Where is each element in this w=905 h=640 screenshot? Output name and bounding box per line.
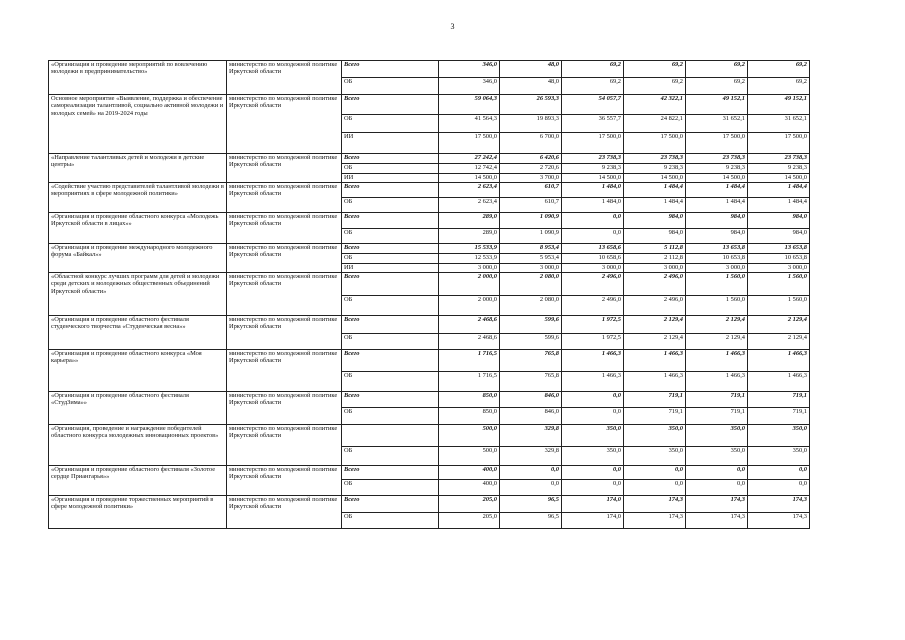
amount-cell: 2 129,4 — [686, 334, 748, 350]
amount-cell: 24 822,1 — [624, 115, 686, 133]
amount-cell: 2 129,4 — [748, 316, 810, 334]
amount-cell: 0,0 — [748, 480, 810, 496]
amount-cell: 984,0 — [686, 213, 748, 229]
amount-cell: 14 500,0 — [562, 174, 624, 183]
amount-cell: 9 238,3 — [624, 164, 686, 174]
amount-cell: 984,0 — [748, 213, 810, 229]
amount-cell: 350,0 — [686, 425, 748, 447]
amount-cell: 174,0 — [562, 496, 624, 513]
amount-cell: 1 560,0 — [686, 296, 748, 316]
amount-cell: 1 560,0 — [748, 273, 810, 296]
funding-source-cell: Всего — [342, 316, 439, 334]
amount-cell: 719,1 — [624, 392, 686, 408]
amount-cell: 3 700,0 — [500, 174, 562, 183]
amount-cell: 1 466,3 — [686, 350, 748, 372]
amount-cell: 1 484,4 — [624, 198, 686, 213]
amount-cell: 69,2 — [624, 61, 686, 78]
funding-source-cell: ОБ — [342, 447, 439, 466]
funding-source-cell: ОБ — [342, 296, 439, 316]
amount-cell: 3 000,0 — [686, 264, 748, 273]
event-name-cell: «Организация и проведение областного фестиваля студенческого творчества «Студенческая весна»» — [49, 316, 227, 350]
event-name-cell: «Организация и проведение областного конкурса «Моя карьера»» — [49, 350, 227, 392]
amount-cell: 0,0 — [686, 466, 748, 480]
amount-cell: 10 653,8 — [686, 254, 748, 264]
budget-table — [48, 60, 810, 529]
amount-cell: 1 560,0 — [686, 273, 748, 296]
amount-cell: 610,7 — [500, 183, 562, 198]
amount-cell: 984,0 — [624, 213, 686, 229]
amount-cell: 2 496,0 — [562, 273, 624, 296]
responsible-org-cell: министерство по молодежной политике Иркутской области — [227, 350, 342, 392]
amount-cell: 12 533,9 — [439, 254, 500, 264]
table-row — [49, 350, 810, 372]
responsible-org-cell: министерство по молодежной политике Иркутской области — [227, 183, 342, 213]
amount-cell: 329,8 — [500, 447, 562, 466]
table-row — [49, 496, 810, 513]
funding-source-cell: ОБ — [342, 78, 439, 95]
amount-cell: 27 242,4 — [439, 154, 500, 164]
amount-cell: 13 658,6 — [562, 244, 624, 254]
amount-cell: 0,0 — [562, 408, 624, 425]
funding-source-cell: Всего — [342, 61, 439, 78]
amount-cell: 42 322,1 — [624, 95, 686, 115]
responsible-org-cell: министерство по молодежной политике Иркутской области — [227, 466, 342, 496]
amount-cell: 17 500,0 — [439, 133, 500, 154]
amount-cell: 0,0 — [686, 480, 748, 496]
amount-cell: 17 500,0 — [624, 133, 686, 154]
amount-cell: 14 500,0 — [624, 174, 686, 183]
amount-cell: 846,0 — [500, 392, 562, 408]
funding-source-cell: Всего — [342, 213, 439, 229]
funding-source-cell: ИИ — [342, 133, 439, 154]
amount-cell: 3 000,0 — [624, 264, 686, 273]
page-number: 3 — [450, 22, 455, 31]
amount-cell: 2 468,6 — [439, 334, 500, 350]
amount-cell: 719,1 — [686, 392, 748, 408]
funding-source-cell: Всего — [342, 273, 439, 296]
amount-cell: 846,0 — [500, 408, 562, 425]
amount-cell: 599,6 — [500, 334, 562, 350]
amount-cell: 174,3 — [624, 513, 686, 529]
amount-cell: 350,0 — [562, 425, 624, 447]
amount-cell: 0,0 — [562, 229, 624, 244]
amount-cell: 2 000,0 — [439, 296, 500, 316]
amount-cell: 500,0 — [439, 425, 500, 447]
amount-cell: 0,0 — [500, 480, 562, 496]
amount-cell: 96,5 — [500, 513, 562, 529]
funding-source-cell: Всего — [342, 244, 439, 254]
table-row — [49, 392, 810, 408]
event-name-cell: «Областной конкурс лучших программ для детей и молодежи среди детских и молодежных общественных объединений Иркутской области» — [49, 273, 227, 316]
event-name-cell: «Организация и проведение областного фестиваля «Золотое сердце Приангарья»» — [49, 466, 227, 496]
funding-source-cell: Всего — [342, 350, 439, 372]
event-name-cell: «Организация и проведение областного фестиваля «СтудЗима»» — [49, 392, 227, 425]
amount-cell: 174,3 — [748, 513, 810, 529]
funding-source-cell: ОБ — [342, 198, 439, 213]
amount-cell: 2 129,4 — [748, 334, 810, 350]
amount-cell: 400,0 — [439, 466, 500, 480]
amount-cell: 17 500,0 — [748, 133, 810, 154]
amount-cell: 13 653,8 — [748, 244, 810, 254]
responsible-org-cell: министерство по молодежной политике Иркутской области — [227, 316, 342, 350]
amount-cell: 2 496,0 — [624, 273, 686, 296]
amount-cell: 14 500,0 — [439, 174, 500, 183]
amount-cell: 6 420,6 — [500, 154, 562, 164]
event-name-cell: Основное мероприятие «Выявление, поддержка и обеспечение самореализации талантливой, социально активной молодежи и молодых семей» на 2019-2024 годы — [49, 95, 227, 154]
amount-cell: 2 468,6 — [439, 316, 500, 334]
amount-cell: 49 152,1 — [686, 95, 748, 115]
funding-source-cell: ОБ — [342, 115, 439, 133]
amount-cell: 9 238,3 — [686, 164, 748, 174]
amount-cell: 850,0 — [439, 408, 500, 425]
amount-cell: 765,8 — [500, 350, 562, 372]
amount-cell: 0,0 — [562, 466, 624, 480]
table-row — [49, 183, 810, 198]
amount-cell: 31 652,1 — [686, 115, 748, 133]
event-name-cell: «Организация и проведение мероприятий по вовлечению молодежи в предпринимательство» — [49, 61, 227, 95]
funding-source-cell: ИИ — [342, 174, 439, 183]
amount-cell: 2 000,0 — [439, 273, 500, 296]
funding-source-cell: ОБ — [342, 254, 439, 264]
amount-cell: 3 000,0 — [439, 264, 500, 273]
amount-cell: 2 623,4 — [439, 198, 500, 213]
amount-cell: 19 893,3 — [500, 115, 562, 133]
amount-cell: 1 560,0 — [748, 296, 810, 316]
amount-cell: 1 466,3 — [624, 372, 686, 392]
funding-source-cell: ОБ — [342, 480, 439, 496]
amount-cell: 14 500,0 — [686, 174, 748, 183]
responsible-org-cell: министерство по молодежной политике Иркутской области — [227, 425, 342, 466]
responsible-org-cell: министерство по молодежной политике Иркутской области — [227, 244, 342, 273]
table-row — [49, 466, 810, 480]
event-name-cell: «Направление талантливых детей и молодежи в детские центры» — [49, 154, 227, 183]
amount-cell: 17 500,0 — [686, 133, 748, 154]
funding-source-cell: Всего — [342, 392, 439, 408]
amount-cell: 23 738,3 — [624, 154, 686, 164]
amount-cell: 26 593,3 — [500, 95, 562, 115]
amount-cell: 984,0 — [624, 229, 686, 244]
event-name-cell: «Организация, проведение и награждение победителей областного конкурса молодежных инновационных проектов» — [49, 425, 227, 466]
responsible-org-cell: министерство по молодежной политике Иркутской области — [227, 213, 342, 244]
amount-cell: 719,1 — [748, 392, 810, 408]
amount-cell: 41 564,3 — [439, 115, 500, 133]
budget-table-body — [49, 61, 810, 529]
amount-cell: 1 484,4 — [686, 198, 748, 213]
amount-cell: 174,3 — [686, 513, 748, 529]
amount-cell: 984,0 — [686, 229, 748, 244]
amount-cell: 1 716,5 — [439, 350, 500, 372]
amount-cell: 984,0 — [748, 229, 810, 244]
amount-cell: 599,6 — [500, 316, 562, 334]
amount-cell: 1 466,3 — [562, 372, 624, 392]
funding-source-cell: ИИ — [342, 264, 439, 273]
amount-cell: 0,0 — [562, 480, 624, 496]
amount-cell: 48,0 — [500, 61, 562, 78]
table-row — [49, 316, 810, 334]
amount-cell: 3 000,0 — [500, 264, 562, 273]
amount-cell: 69,2 — [562, 61, 624, 78]
amount-cell: 69,2 — [686, 78, 748, 95]
amount-cell: 346,0 — [439, 78, 500, 95]
responsible-org-cell: министерство по молодежной политике Иркутской области — [227, 496, 342, 529]
amount-cell: 17 500,0 — [562, 133, 624, 154]
amount-cell: 174,3 — [686, 496, 748, 513]
amount-cell: 2 623,4 — [439, 183, 500, 198]
amount-cell: 1 484,0 — [562, 198, 624, 213]
responsible-org-cell: министерство по молодежной политике Иркутской области — [227, 61, 342, 95]
funding-source-cell — [342, 425, 439, 447]
amount-cell: 350,0 — [748, 447, 810, 466]
event-name-cell: «Организация и проведение областного конкурса «Молодежь Иркутской области в лицах»» — [49, 213, 227, 244]
amount-cell: 1 466,3 — [748, 372, 810, 392]
amount-cell: 0,0 — [500, 466, 562, 480]
amount-cell: 12 742,4 — [439, 164, 500, 174]
amount-cell: 346,0 — [439, 61, 500, 78]
amount-cell: 329,8 — [500, 425, 562, 447]
amount-cell: 6 700,0 — [500, 133, 562, 154]
amount-cell: 174,3 — [748, 496, 810, 513]
funding-source-cell: Всего — [342, 496, 439, 513]
amount-cell: 54 057,7 — [562, 95, 624, 115]
amount-cell: 205,0 — [439, 496, 500, 513]
amount-cell: 0,0 — [624, 480, 686, 496]
amount-cell: 23 738,3 — [562, 154, 624, 164]
table-row — [49, 154, 810, 164]
funding-source-cell: Всего — [342, 154, 439, 164]
amount-cell: 350,0 — [562, 447, 624, 466]
amount-cell: 23 738,3 — [748, 154, 810, 164]
amount-cell: 2 080,0 — [500, 273, 562, 296]
amount-cell: 69,2 — [562, 78, 624, 95]
table-row — [49, 95, 810, 115]
amount-cell: 2 496,0 — [624, 296, 686, 316]
amount-cell: 10 653,8 — [748, 254, 810, 264]
amount-cell: 850,0 — [439, 392, 500, 408]
amount-cell: 500,0 — [439, 447, 500, 466]
amount-cell: 1 466,3 — [624, 350, 686, 372]
amount-cell: 350,0 — [624, 447, 686, 466]
funding-source-cell: ОБ — [342, 408, 439, 425]
amount-cell: 69,2 — [624, 78, 686, 95]
amount-cell: 0,0 — [562, 392, 624, 408]
amount-cell: 2 496,0 — [562, 296, 624, 316]
funding-source-cell: Всего — [342, 183, 439, 198]
amount-cell: 9 238,3 — [748, 164, 810, 174]
amount-cell: 1 466,3 — [748, 350, 810, 372]
amount-cell: 23 738,3 — [686, 154, 748, 164]
responsible-org-cell: министерство по молодежной политике Иркутской области — [227, 273, 342, 316]
funding-source-cell: ОБ — [342, 513, 439, 529]
amount-cell: 1 466,3 — [686, 372, 748, 392]
amount-cell: 3 000,0 — [748, 264, 810, 273]
amount-cell: 1 484,4 — [686, 183, 748, 198]
funding-source-cell: ОБ — [342, 164, 439, 174]
amount-cell: 2 129,4 — [686, 316, 748, 334]
amount-cell: 1 090,9 — [500, 213, 562, 229]
amount-cell: 10 658,6 — [562, 254, 624, 264]
amount-cell: 5 112,8 — [624, 244, 686, 254]
amount-cell: 5 953,4 — [500, 254, 562, 264]
amount-cell: 2 129,4 — [624, 334, 686, 350]
amount-cell: 174,3 — [624, 496, 686, 513]
amount-cell: 719,1 — [624, 408, 686, 425]
table-row — [49, 61, 810, 78]
amount-cell: 1 466,3 — [562, 350, 624, 372]
amount-cell: 765,8 — [500, 372, 562, 392]
amount-cell: 13 653,8 — [686, 244, 748, 254]
amount-cell: 48,0 — [500, 78, 562, 95]
event-name-cell: «Организация и проведение торжественных мероприятий в сфере молодежной политики» — [49, 496, 227, 529]
table-row — [49, 244, 810, 254]
amount-cell: 400,0 — [439, 480, 500, 496]
amount-cell: 69,2 — [748, 61, 810, 78]
amount-cell: 0,0 — [562, 213, 624, 229]
amount-cell: 719,1 — [748, 408, 810, 425]
amount-cell: 8 953,4 — [500, 244, 562, 254]
amount-cell: 1 972,5 — [562, 316, 624, 334]
amount-cell: 610,7 — [500, 198, 562, 213]
amount-cell: 59 064,3 — [439, 95, 500, 115]
amount-cell: 289,0 — [439, 213, 500, 229]
amount-cell: 2 129,4 — [624, 316, 686, 334]
amount-cell: 69,2 — [686, 61, 748, 78]
table-row — [49, 213, 810, 229]
funding-source-cell: Всего — [342, 466, 439, 480]
amount-cell: 1 484,4 — [624, 183, 686, 198]
event-name-cell: «Организация и проведение международного молодежного форума «Байкал»» — [49, 244, 227, 273]
amount-cell: 350,0 — [748, 425, 810, 447]
amount-cell: 3 000,0 — [562, 264, 624, 273]
amount-cell: 1 090,9 — [500, 229, 562, 244]
responsible-org-cell: министерство по молодежной политике Иркутской области — [227, 95, 342, 154]
amount-cell: 15 533,9 — [439, 244, 500, 254]
amount-cell: 174,0 — [562, 513, 624, 529]
funding-source-cell: ОБ — [342, 229, 439, 244]
amount-cell: 69,2 — [748, 78, 810, 95]
amount-cell: 2 080,0 — [500, 296, 562, 316]
amount-cell: 2 720,6 — [500, 164, 562, 174]
table-row — [49, 273, 810, 296]
funding-source-cell: ОБ — [342, 334, 439, 350]
responsible-org-cell: министерство по молодежной политике Иркутской области — [227, 154, 342, 183]
amount-cell: 36 557,7 — [562, 115, 624, 133]
amount-cell: 49 152,1 — [748, 95, 810, 115]
amount-cell: 96,5 — [500, 496, 562, 513]
amount-cell: 14 500,0 — [748, 174, 810, 183]
amount-cell: 205,0 — [439, 513, 500, 529]
amount-cell: 2 112,8 — [624, 254, 686, 264]
event-name-cell: «Содействие участию представителей талантливой молодежи в мероприятиях в сфере молодежной политики» — [49, 183, 227, 213]
amount-cell: 719,1 — [686, 408, 748, 425]
amount-cell: 31 652,1 — [748, 115, 810, 133]
amount-cell: 1 972,5 — [562, 334, 624, 350]
amount-cell: 350,0 — [624, 425, 686, 447]
amount-cell: 1 484,4 — [748, 198, 810, 213]
amount-cell: 1 484,0 — [562, 183, 624, 198]
amount-cell: 0,0 — [624, 466, 686, 480]
amount-cell: 289,0 — [439, 229, 500, 244]
amount-cell: 1 484,4 — [748, 183, 810, 198]
table-row — [49, 425, 810, 447]
amount-cell: 350,0 — [686, 447, 748, 466]
amount-cell: 1 716,5 — [439, 372, 500, 392]
funding-source-cell: Всего — [342, 95, 439, 115]
amount-cell: 0,0 — [748, 466, 810, 480]
responsible-org-cell: министерство по молодежной политике Иркутской области — [227, 392, 342, 425]
amount-cell: 9 238,3 — [562, 164, 624, 174]
funding-source-cell: ОБ — [342, 372, 439, 392]
